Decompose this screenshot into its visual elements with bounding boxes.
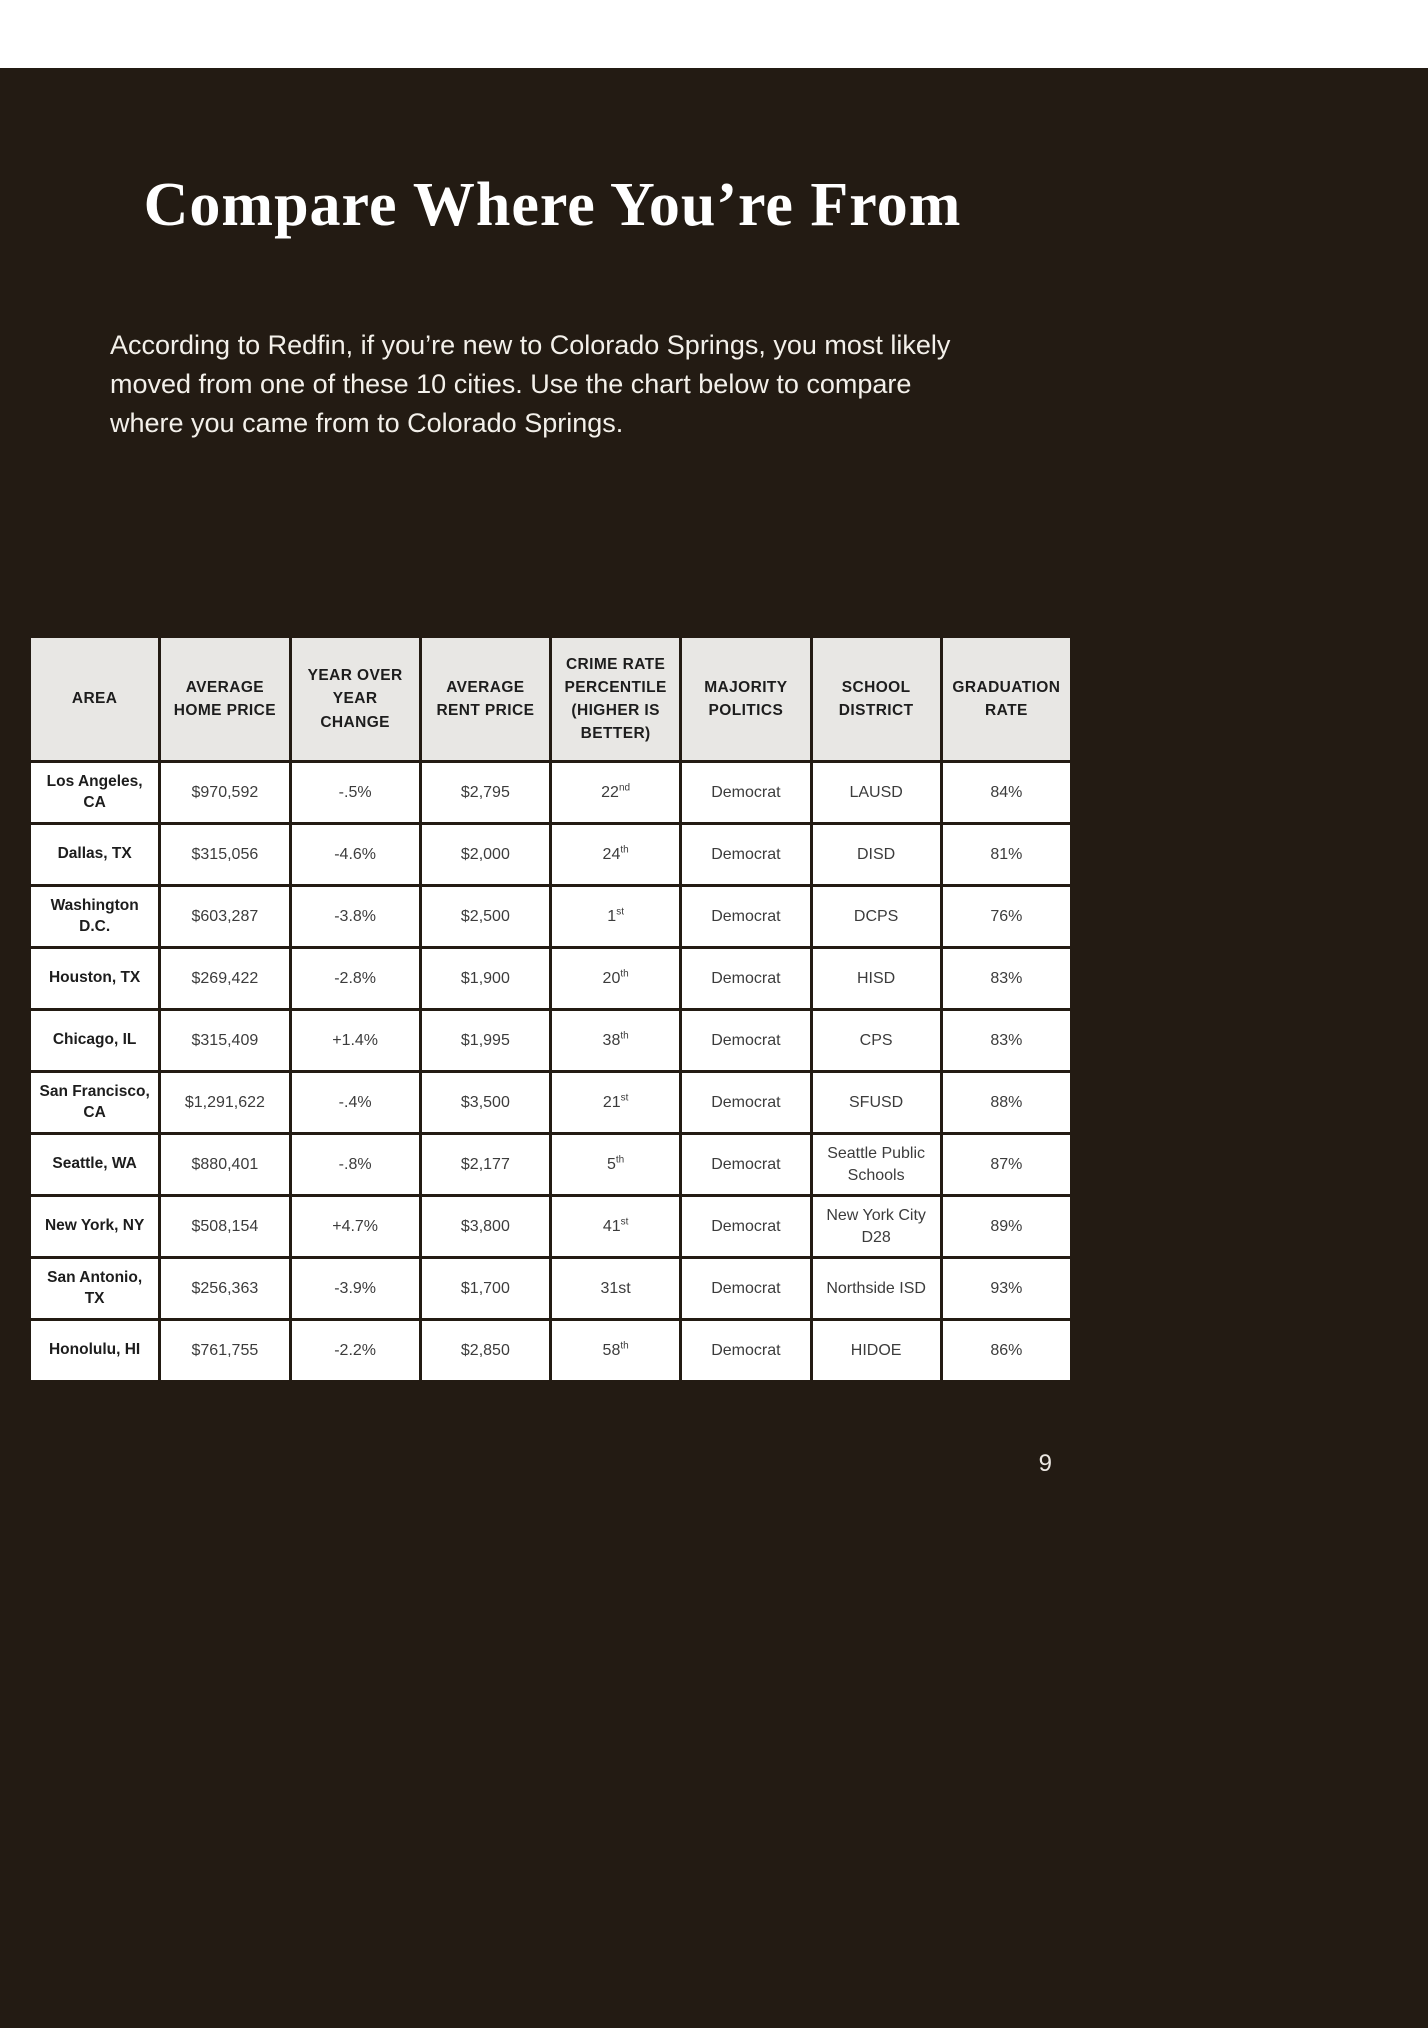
table-body	[31, 763, 1070, 1380]
table-row	[31, 1321, 1070, 1380]
table-cell: Democrat	[682, 1135, 809, 1194]
table-row	[31, 1197, 1070, 1256]
table-cell: $1,700	[422, 1259, 549, 1318]
table-cell: 88%	[943, 1073, 1070, 1132]
column-header: YEAR OVER YEAR CHANGE	[292, 638, 419, 760]
table-cell: 5th	[552, 1135, 679, 1194]
table-cell: 22nd	[552, 763, 679, 822]
top-white-strip	[0, 0, 1428, 68]
ordinal-suffix: th	[620, 1340, 629, 1352]
table-cell: 84%	[943, 763, 1070, 822]
table-cell: LAUSD	[813, 763, 940, 822]
table-cell: DISD	[813, 825, 940, 884]
table-cell: $603,287	[161, 887, 288, 946]
table-cell: -.5%	[292, 763, 419, 822]
ordinal-suffix: nd	[618, 782, 631, 794]
table-cell: $2,000	[422, 825, 549, 884]
column-header: GRADUATION RATE	[943, 638, 1070, 760]
table-cell: $1,995	[422, 1011, 549, 1070]
table-cell: Northside ISD	[813, 1259, 940, 1318]
table-cell: 83%	[943, 949, 1070, 1008]
table-cell: 38th	[552, 1011, 679, 1070]
ordinal-suffix: st	[620, 1092, 629, 1104]
table-cell: 41st	[552, 1197, 679, 1256]
table-cell: $1,900	[422, 949, 549, 1008]
area-cell: Seattle, WA	[31, 1135, 158, 1194]
table-cell: -3.8%	[292, 887, 419, 946]
table-row	[31, 1135, 1070, 1194]
ordinal-suffix: st	[620, 1216, 629, 1228]
table-cell: -4.6%	[292, 825, 419, 884]
table-cell: SFUSD	[813, 1073, 940, 1132]
ordinal-suffix: st	[616, 906, 624, 918]
table-cell: 24th	[552, 825, 679, 884]
column-header: SCHOOL DISTRICT	[813, 638, 940, 760]
table-cell: Democrat	[682, 887, 809, 946]
table-cell: HISD	[813, 949, 940, 1008]
table-cell: $2,795	[422, 763, 549, 822]
table-cell: 20th	[552, 949, 679, 1008]
table-cell: 76%	[943, 887, 1070, 946]
table-cell: $256,363	[161, 1259, 288, 1318]
table-row	[31, 763, 1070, 822]
table-cell: -3.9%	[292, 1259, 419, 1318]
table-cell: 58th	[552, 1321, 679, 1380]
page-number: 9	[1038, 1450, 1052, 1477]
area-cell: Los Angeles, CA	[31, 763, 158, 822]
area-cell: Washington D.C.	[31, 887, 158, 946]
table-cell: New York City D28	[813, 1197, 940, 1256]
table-cell: $1,291,622	[161, 1073, 288, 1132]
table-cell: $761,755	[161, 1321, 288, 1380]
table-cell: 1st	[552, 887, 679, 946]
table-row	[31, 1073, 1070, 1132]
table-cell: -2.8%	[292, 949, 419, 1008]
comparison-table	[28, 635, 1073, 1383]
table-cell: Democrat	[682, 825, 809, 884]
table-cell: $2,850	[422, 1321, 549, 1380]
table-row	[31, 887, 1070, 946]
column-header: AVERAGE HOME PRICE	[161, 638, 288, 760]
ordinal-suffix: th	[615, 1154, 625, 1166]
table-row	[31, 1011, 1070, 1070]
table-cell: 31st	[552, 1259, 679, 1318]
table-cell: $315,056	[161, 825, 288, 884]
intro-paragraph: According to Redfin, if you’re new to Colorado Springs, you most likely moved from one of these 10 cities. Use the chart below to compare where you came from to Colorado Springs.	[110, 330, 951, 438]
table-cell: +4.7%	[292, 1197, 419, 1256]
table-cell: 87%	[943, 1135, 1070, 1194]
table-cell: $880,401	[161, 1135, 288, 1194]
table-cell: 89%	[943, 1197, 1070, 1256]
table-cell: DCPS	[813, 887, 940, 946]
table-cell: Democrat	[682, 1259, 809, 1318]
column-header: AVERAGE RENT PRICE	[422, 638, 549, 760]
table-cell: $508,154	[161, 1197, 288, 1256]
table-cell: Democrat	[682, 1321, 809, 1380]
table-cell: CPS	[813, 1011, 940, 1070]
area-cell: San Antonio, TX	[31, 1259, 158, 1318]
ordinal-suffix: th	[620, 844, 629, 856]
column-header: MAJORITY POLITICS	[682, 638, 809, 760]
table-row	[31, 949, 1070, 1008]
table-cell: $3,800	[422, 1197, 549, 1256]
ordinal-suffix: th	[620, 1030, 629, 1042]
area-cell: San Francisco, CA	[31, 1073, 158, 1132]
table-cell: 86%	[943, 1321, 1070, 1380]
area-cell: Honolulu, HI	[31, 1321, 158, 1380]
table-cell: 81%	[943, 825, 1070, 884]
table-cell: -2.2%	[292, 1321, 419, 1380]
table-cell: HIDOE	[813, 1321, 940, 1380]
area-cell: New York, NY	[31, 1197, 158, 1256]
area-cell: Houston, TX	[31, 949, 158, 1008]
column-header: AREA	[31, 638, 158, 760]
table-cell: $3,500	[422, 1073, 549, 1132]
table-cell: $2,177	[422, 1135, 549, 1194]
table-cell: Democrat	[682, 949, 809, 1008]
table-cell: 93%	[943, 1259, 1070, 1318]
table-header-row	[31, 638, 1070, 760]
page-title: Compare Where You’re From	[143, 171, 962, 239]
table-cell: Democrat	[682, 1011, 809, 1070]
table-cell: +1.4%	[292, 1011, 419, 1070]
table-cell: 21st	[552, 1073, 679, 1132]
table-cell: Seattle Public Schools	[813, 1135, 940, 1194]
area-cell: Chicago, IL	[31, 1011, 158, 1070]
table-cell: -.8%	[292, 1135, 419, 1194]
table-cell: $269,422	[161, 949, 288, 1008]
table-row	[31, 1259, 1070, 1318]
table-header	[31, 638, 1070, 760]
ordinal-suffix: th	[620, 968, 629, 980]
table-cell: 83%	[943, 1011, 1070, 1070]
table-cell: $315,409	[161, 1011, 288, 1070]
table-cell: -.4%	[292, 1073, 419, 1132]
area-cell: Dallas, TX	[31, 825, 158, 884]
table-cell: $970,592	[161, 763, 288, 822]
table-row	[31, 825, 1070, 884]
table-cell: Democrat	[682, 1197, 809, 1256]
column-header: CRIME RATE PERCENTILE (HIGHER IS BETTER)	[552, 638, 679, 760]
table-cell: Democrat	[682, 1073, 809, 1132]
table-cell: $2,500	[422, 887, 549, 946]
table-cell: Democrat	[682, 763, 809, 822]
